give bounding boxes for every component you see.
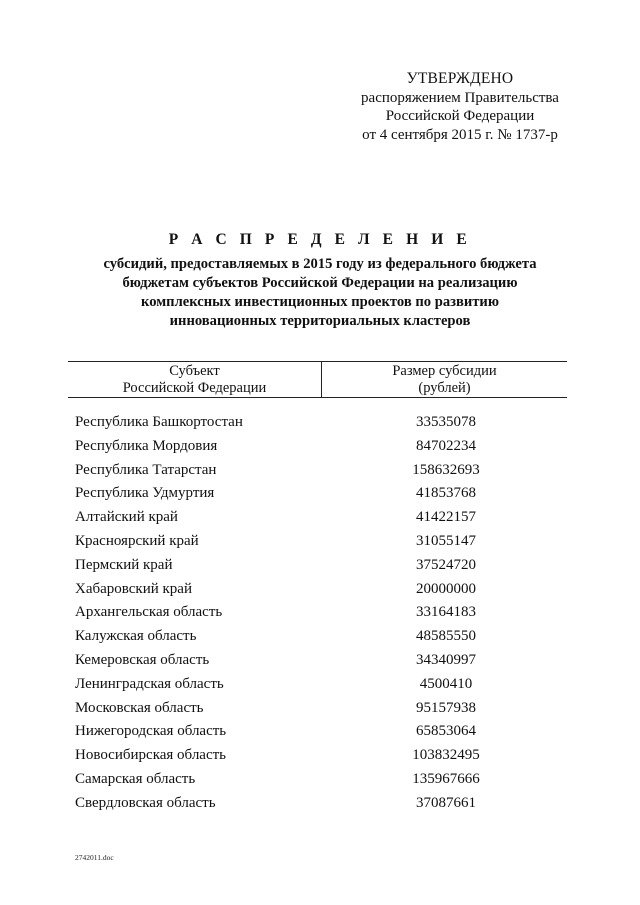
table-row <box>75 793 545 817</box>
subtitle-line: комплексных инвестиционных проектов по развитию <box>141 294 499 310</box>
subject-cell: Свердловская область <box>75 794 216 811</box>
column-header-line: Российской Федерации <box>122 379 267 396</box>
table-row <box>75 626 545 650</box>
table-row <box>75 507 545 531</box>
subject-cell: Республика Татарстан <box>75 461 217 478</box>
amount-cell: 37524720 <box>416 556 476 573</box>
table-row <box>75 531 545 555</box>
document-title: Р А С П Р Е Д Е Л Е Н И Е <box>168 231 472 248</box>
column-header-line: Размер субсидии <box>392 363 497 379</box>
subject-cell: Пермский край <box>75 556 173 573</box>
table-row <box>75 555 545 579</box>
subject-cell: Алтайский край <box>75 509 178 526</box>
subject-cell: Республика Башкортостан <box>75 414 243 430</box>
amount-cell: 4500410 <box>419 675 473 692</box>
amount-cell: 84702234 <box>416 437 476 454</box>
approval-stamp <box>340 70 580 144</box>
amount-cell: 31055147 <box>416 532 476 549</box>
amount-cell: 37087661 <box>416 794 476 811</box>
footer-filename: 2742011.doc <box>75 853 114 862</box>
table-row <box>75 579 545 603</box>
table-row <box>75 436 545 460</box>
amount-cell: 48585550 <box>416 628 476 645</box>
amount-cell: 41422157 <box>416 509 476 526</box>
approval-line-1: распоряжением Правительства <box>361 89 559 106</box>
subject-cell: Красноярский край <box>75 532 199 549</box>
amount-cell: 20000000 <box>416 580 476 597</box>
amount-cell: 41853768 <box>416 485 476 502</box>
subject-cell: Республика Удмуртия <box>75 485 215 502</box>
subject-cell: Хабаровский край <box>75 580 192 597</box>
column-header-line: Субъект <box>169 363 220 379</box>
subject-cell: Республика Мордовия <box>75 437 218 454</box>
table-body <box>75 412 545 817</box>
subject-cell: Нижегородская область <box>75 723 227 740</box>
column-header-amount <box>322 362 567 397</box>
amount-cell: 65853064 <box>416 723 476 740</box>
amount-cell: 34340997 <box>416 651 476 668</box>
subject-cell: Самарская область <box>75 770 196 787</box>
subject-cell: Калужская область <box>75 628 197 645</box>
table-row <box>75 483 545 507</box>
table-row <box>75 650 545 674</box>
table-row <box>75 460 545 484</box>
column-header-subject <box>68 362 322 397</box>
table-row <box>75 412 545 436</box>
subtitle-line: бюджетам субъектов Российской Федерации на реализацию <box>122 275 518 291</box>
document-subtitle <box>70 255 570 331</box>
subject-cell: Архангельская область <box>75 604 223 621</box>
amount-cell: 33535078 <box>416 414 476 430</box>
amount-cell: 158632693 <box>412 461 480 478</box>
amount-cell: 135967666 <box>412 770 480 787</box>
approval-line-3: от 4 сентября 2015 г. № 1737-р <box>362 126 558 143</box>
table-row <box>75 769 545 793</box>
subject-cell: Новосибирская область <box>75 747 227 764</box>
table-row <box>75 745 545 769</box>
subtitle-line: субсидий, предоставляемых в 2015 году из федерального бюджета <box>103 256 537 272</box>
approval-line-2: Российской Федерации <box>385 108 535 124</box>
table-header <box>68 361 567 398</box>
column-header-line: (рублей) <box>418 379 471 396</box>
table-row <box>75 721 545 745</box>
approval-heading: УТВЕРЖДЕНО <box>406 70 514 87</box>
amount-cell: 103832495 <box>412 747 480 764</box>
table-row <box>75 602 545 626</box>
subject-cell: Московская область <box>75 699 204 716</box>
subtitle-line: инновационных территориальных кластеров <box>169 313 471 329</box>
subject-cell: Кемеровская область <box>75 651 210 668</box>
subject-cell: Ленинградская область <box>75 675 224 692</box>
table-row <box>75 674 545 698</box>
amount-cell: 95157938 <box>416 699 476 716</box>
amount-cell: 33164183 <box>416 604 476 621</box>
table-row <box>75 698 545 722</box>
